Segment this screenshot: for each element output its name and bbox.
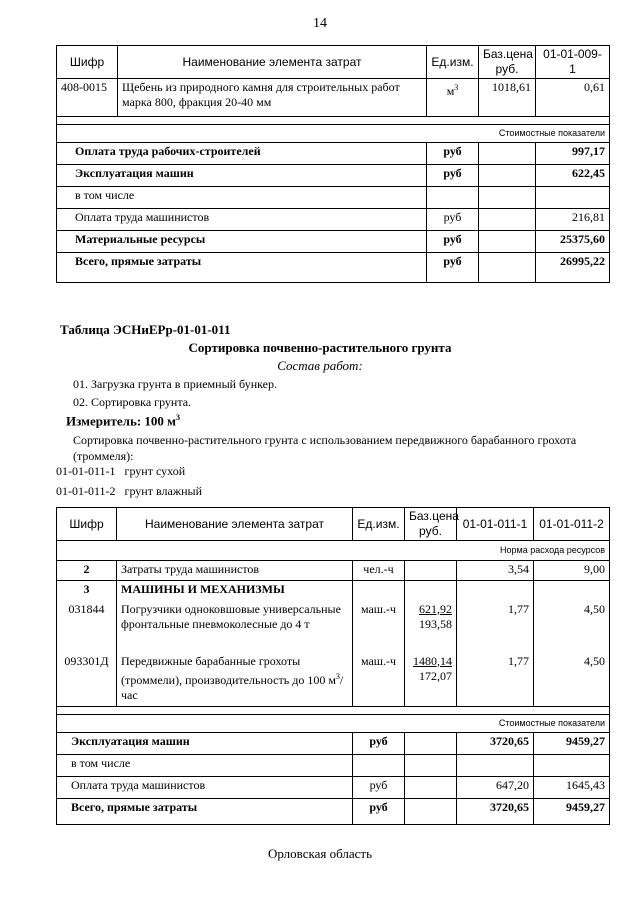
header-col1: 01-01-011-1 [457, 508, 534, 541]
cost-table-2 [56, 507, 610, 825]
header-unit: Ед.изм. [353, 508, 405, 541]
table-row: 093301Д Передвижные барабанные грохоты (троммели), производительность до 100 $м^3$/час маш.-ч 1480,14 172,07 1,77 4,50 [57, 653, 610, 707]
table-row [57, 79, 610, 117]
page-number: 14 [313, 16, 327, 31]
header-code: Шифр [57, 508, 117, 541]
cost-row: Эксплуатация машин руб 3720,65 9459,27 [57, 733, 610, 755]
meter-label: Измеритель: 100 $м^3$ [66, 413, 181, 429]
cost-row: Всего, прямые затраты руб 26995,22 [57, 253, 610, 283]
composition-title: Состав работ: [277, 358, 363, 373]
cost-row: Эксплуатация машин руб 622,45 [57, 165, 610, 187]
row-unit: $м^3$ [427, 79, 479, 117]
cost-row: Оплата труда машинистов руб 216,81 [57, 209, 610, 231]
header-price: Баз.цена руб. [405, 508, 457, 541]
header-price: Баз.цена руб. [479, 46, 536, 79]
header-name: Наименование элемента затрат [117, 508, 353, 541]
row-code: 408-0015 [57, 79, 118, 117]
section-cost: Стоимостные показатели [57, 715, 610, 733]
variant-2: 01-01-011-2 грунт влажный [56, 484, 202, 498]
cost-table-1 [56, 45, 610, 283]
row-value: 0,61 [536, 79, 610, 117]
section-norm: Норма расхода ресурсов [57, 541, 610, 561]
cost-row: Оплата труда рабочих-строителей руб 997,17 [57, 143, 610, 165]
cost-row: Материальные ресурсы руб 25375,60 [57, 231, 610, 253]
table-row: 2 Затраты труда машинистов чел.-ч 3,54 9,00 [57, 561, 610, 581]
step-2: 02. Сортировка грунта. [73, 395, 192, 409]
header-code: Шифр [57, 46, 118, 79]
cost-row: Оплата труда машинистов руб 647,20 1645,43 [57, 777, 610, 799]
table-row: 031844 Погрузчики одноковшовые универсальные фронтальные пневмоколесные до 4 т маш.-ч 621,92 193,58 1,77 4,50 [57, 601, 610, 653]
description: Сортировка почвенно-растительного грунта с использованием передвижного барабанного грохота (троммеля): [73, 433, 577, 463]
variant-1: 01-01-011-1 грунт сухой [56, 464, 186, 478]
row-name: Щебень из природного камня для строительных работ марка 800, фракция 20-40 мм [118, 79, 427, 117]
table-row: 3 МАШИНЫ И МЕХАНИЗМЫ [57, 581, 610, 601]
header-name: Наименование элемента затрат [118, 46, 427, 79]
header-unit: Ед.изм. [427, 46, 479, 79]
cost-row: в том числе [57, 187, 610, 209]
row-price: 1018,61 [479, 79, 536, 117]
section-heading: Сортировка почвенно-растительного грунта [188, 340, 452, 355]
section-label: Стоимостные показатели [57, 125, 610, 143]
cost-row: в том числе [57, 755, 610, 777]
step-1: 01. Загрузка грунта в приемный бункер. [73, 377, 277, 391]
footer-region: Орловская область [267, 846, 373, 861]
table-title: Таблица ЭСНиЕРр-01-01-011 [60, 322, 231, 337]
cost-row: Всего, прямые затраты руб 3720,65 9459,27 [57, 799, 610, 825]
header-col2: 01-01-011-2 [534, 508, 610, 541]
header-col: 01-01-009-1 [536, 46, 610, 79]
